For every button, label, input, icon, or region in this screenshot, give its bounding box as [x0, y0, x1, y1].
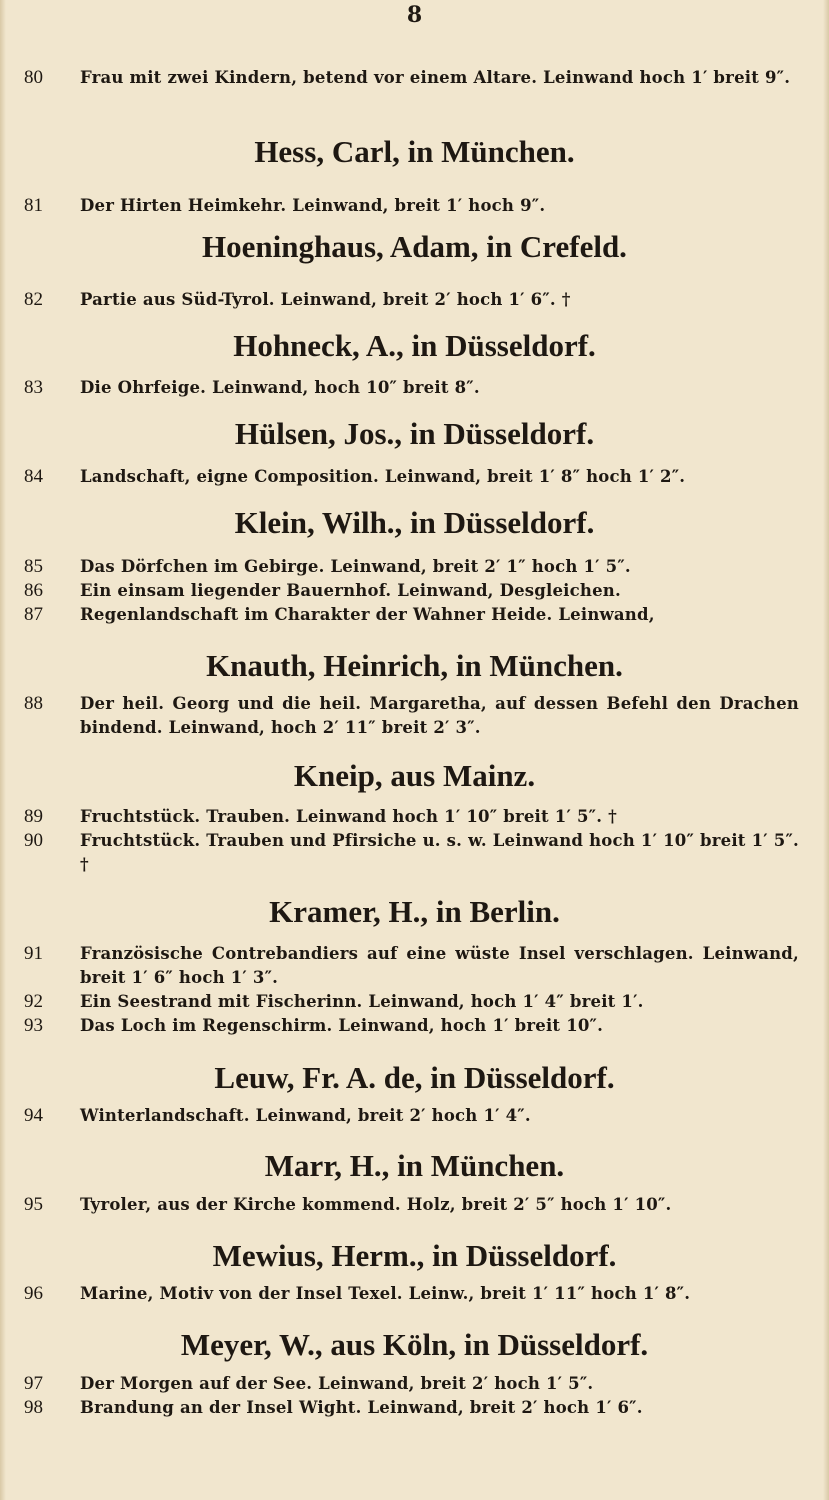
catalog-entry-group	[0, 1372, 829, 1420]
catalog-entry	[0, 465, 829, 489]
page-edge-shadow	[0, 0, 6, 1500]
artist-heading: Kneip, aus Mainz.	[293, 758, 536, 793]
entry-number: 97	[24, 1373, 43, 1394]
entry-text: Landschaft, eigne Composition. Leinwand, breit 1′ 8″ hoch 1′ 2″.	[80, 467, 686, 486]
entry-number: 92	[24, 991, 43, 1012]
entry-text: Brandung an der Insel Wight. Leinwand, breit 2′ hoch 1′ 6″.	[80, 1398, 643, 1417]
catalog-entry-group	[0, 942, 829, 1038]
entry-text: Regenlandschaft im Charakter der Wahner Heide. Leinwand,	[80, 605, 655, 624]
artist-heading: Meyer, W., aus Köln, in Düsseldorf.	[180, 1327, 649, 1362]
catalog-entry	[0, 692, 829, 740]
artist-heading: Mewius, Herm., in Düsseldorf.	[212, 1238, 617, 1273]
page-edge-shadow	[823, 0, 829, 1500]
catalog-entry	[0, 1104, 829, 1128]
artist-heading: Kramer, H., in Berlin.	[269, 894, 560, 929]
entry-text: Das Loch im Regenschirm. Leinwand, hoch 1′ breit 10″.	[80, 1016, 604, 1035]
entry-text: Partie aus Süd-Tyrol. Leinwand, breit 2′ hoch 1′ 6″. †	[80, 290, 571, 309]
catalog-entry	[0, 376, 829, 400]
entry-text: Ein einsam liegender Bauernhof. Leinwand, Desgleichen.	[80, 581, 621, 600]
entry-text: Das Dörfchen im Gebirge. Leinwand, breit 2′ 1″ hoch 1′ 5″.	[80, 557, 631, 576]
entry-text: Die Ohrfeige. Leinwand, hoch 10″ breit 8″.	[80, 378, 480, 397]
catalog-entry-group	[0, 805, 829, 877]
entry-text: Fruchtstück. Trauben. Leinwand hoch 1′ 10″ breit 1′ 5″. †	[80, 807, 617, 826]
entry-number: 82	[24, 289, 43, 310]
entry-text: Der Hirten Heimkehr. Leinwand, breit 1′ hoch 9″.	[80, 196, 546, 215]
entry-text: Winterlandschaft. Leinwand, breit 2′ hoch 1′ 4″.	[80, 1106, 531, 1125]
artist-heading: Knauth, Heinrich, in München.	[206, 648, 623, 683]
catalog-entry	[0, 66, 829, 114]
catalog-entry	[0, 288, 829, 312]
artist-heading: Hülsen, Jos., in Düsseldorf.	[234, 416, 595, 451]
entry-number: 88	[24, 693, 43, 714]
entry-text: Ein Seestrand mit Fischerinn. Leinwand, hoch 1′ 4″ breit 1′.	[80, 992, 644, 1011]
entry-number: 96	[24, 1283, 43, 1304]
entry-number: 83	[24, 377, 43, 398]
entry-number: 90	[24, 830, 43, 851]
artist-heading: Hohneck, A., in Düsseldorf.	[233, 328, 596, 363]
entry-text: Der heil. Georg und die heil. Margaretha, auf dessen Befehl den Drachen bindend. Leinwand, hoch 2′ 11″ breit 2′ 3″.	[80, 694, 799, 737]
entry-number: 80	[24, 67, 43, 88]
entry-number: 87	[24, 604, 43, 625]
catalog-entry	[0, 1282, 829, 1306]
entry-text: Tyroler, aus der Kirche kommend. Holz, breit 2′ 5″ hoch 1′ 10″.	[80, 1195, 672, 1214]
catalog-entry	[0, 1193, 829, 1217]
catalog-entry-group	[0, 555, 829, 627]
entry-number: 89	[24, 806, 43, 827]
entry-number: 86	[24, 580, 43, 601]
artist-heading: Leuw, Fr. A. de, in Düsseldorf.	[214, 1060, 615, 1095]
catalog-entry	[0, 194, 829, 218]
entry-text: Fruchtstück. Trauben und Pfirsiche u. s. w. Leinwand hoch 1′ 10″ breit 1′ 5″. †	[80, 831, 799, 874]
artist-heading: Klein, Wilh., in Düsseldorf.	[234, 505, 595, 540]
artist-heading: Marr, H., in München.	[264, 1148, 565, 1183]
entry-text: Der Morgen auf der See. Leinwand, breit 2′ hoch 1′ 5″.	[80, 1374, 594, 1393]
entry-number: 85	[24, 556, 43, 577]
entry-number: 94	[24, 1105, 43, 1126]
entry-number: 93	[24, 1015, 43, 1036]
entry-number: 91	[24, 943, 43, 964]
entry-text: Frau mit zwei Kindern, betend vor einem Altare. Leinwand hoch 1′ breit 9″.	[80, 68, 791, 87]
page-number: 8	[406, 2, 423, 28]
entry-number: 98	[24, 1397, 43, 1418]
artist-heading: Hoeninghaus, Adam, in Crefeld.	[202, 229, 627, 264]
artist-heading: Hess, Carl, in München.	[254, 134, 575, 169]
entry-number: 84	[24, 466, 43, 487]
entry-number: 81	[24, 195, 43, 216]
entry-text: Französische Contrebandiers auf eine wüste Insel verschlagen. Leinwand, breit 1′ 6″ hoch 1′ 3″.	[80, 944, 799, 987]
entry-text: Marine, Motiv von der Insel Texel. Leinw., breit 1′ 11″ hoch 1′ 8″.	[80, 1284, 691, 1303]
entry-number: 95	[24, 1194, 43, 1215]
